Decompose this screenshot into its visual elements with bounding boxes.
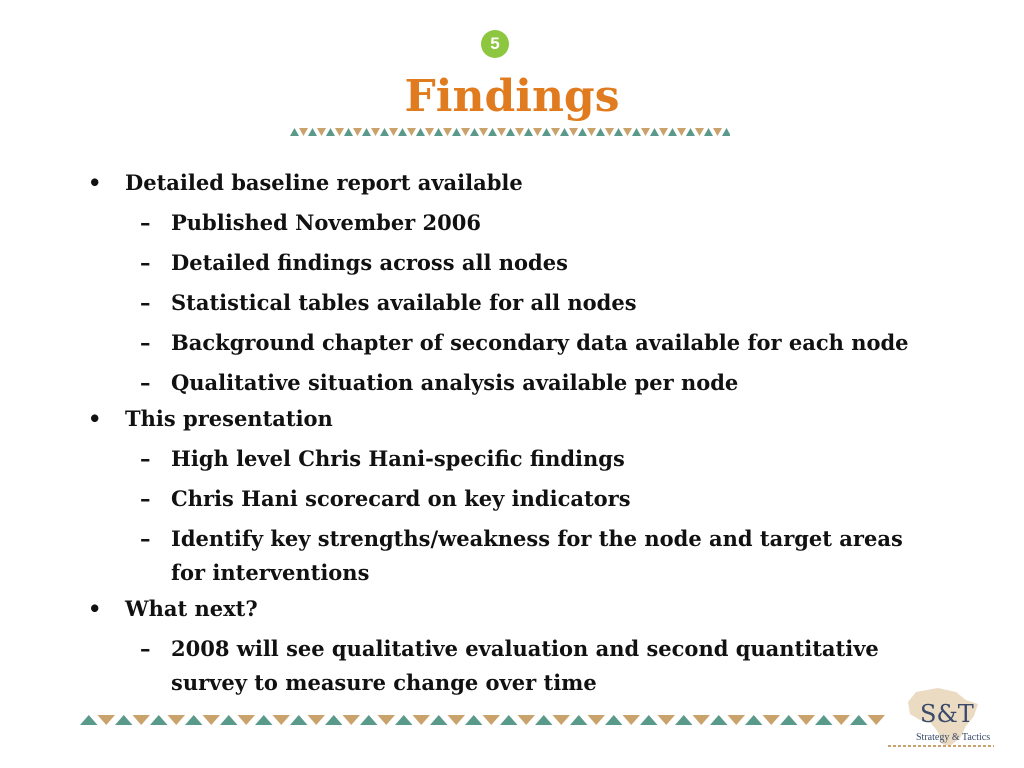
triangle-ornament <box>168 715 186 725</box>
triangle-ornament <box>407 128 416 136</box>
dash-marker: – <box>140 636 151 661</box>
triangle-ornament <box>596 128 605 136</box>
triangle-ornament <box>500 715 518 725</box>
triangle-ornament <box>605 128 614 136</box>
list-item <box>85 286 935 320</box>
triangle-ornament <box>448 715 466 725</box>
triangle-ornament <box>299 128 308 136</box>
triangle-ornament <box>560 128 569 136</box>
triangle-ornament <box>553 715 571 725</box>
triangle-ornament <box>570 715 588 725</box>
dash-marker: – <box>140 250 151 275</box>
dash-marker: – <box>140 210 151 235</box>
triangle-ornament <box>488 128 497 136</box>
list-item-text: Background chapter of secondary data available for each node <box>171 330 909 355</box>
triangle-ornament <box>273 715 291 725</box>
dash-marker: – <box>140 290 151 315</box>
list-item <box>85 522 935 590</box>
triangle-ornament <box>614 128 623 136</box>
triangle-ornament <box>632 128 641 136</box>
list-item <box>85 246 935 280</box>
triangle-ornament <box>80 715 98 725</box>
triangle-ornament <box>722 128 730 136</box>
triangle-ornament <box>150 715 168 725</box>
triangle-ornament <box>833 715 851 725</box>
logo-tagline: Strategy & Tactics <box>916 732 991 743</box>
triangle-ornament <box>763 715 781 725</box>
dash-marker: – <box>140 526 151 551</box>
list-item <box>85 206 935 240</box>
list-item <box>85 442 935 476</box>
triangle-ornament <box>483 715 501 725</box>
triangle-ornament <box>640 715 658 725</box>
triangle-ornament <box>815 715 833 725</box>
triangle-ornament <box>515 128 524 136</box>
triangle-ornament <box>695 128 704 136</box>
triangle-ornament <box>378 715 396 725</box>
triangle-ornament <box>506 128 515 136</box>
triangle-ornament <box>745 715 763 725</box>
list-item-text: What next? <box>125 596 258 621</box>
triangle-ornament <box>470 128 479 136</box>
list-item-text: Qualitative situation analysis available per node <box>171 370 739 395</box>
list-item <box>85 592 935 626</box>
triangle-ornament <box>497 128 506 136</box>
dash-marker: – <box>140 370 151 395</box>
list-item-text: Published November 2006 <box>171 210 481 235</box>
triangle-ornament <box>659 128 668 136</box>
triangle-ornament <box>710 715 728 725</box>
logo-mark: S&T <box>920 700 974 728</box>
list-item-text: This presentation <box>125 406 333 431</box>
triangle-ornament <box>380 128 389 136</box>
triangle-ornament <box>668 128 677 136</box>
triangle-ornament <box>850 715 868 725</box>
triangle-ornament <box>677 128 686 136</box>
list-item-text: Statistical tables available for all nodes <box>171 290 637 315</box>
triangle-ornament <box>798 715 816 725</box>
triangle-ornament <box>360 715 378 725</box>
triangle-ornament <box>255 715 273 725</box>
dash-marker: – <box>140 330 151 355</box>
triangle-ornament <box>238 715 256 725</box>
list-item <box>85 482 935 516</box>
triangle-ornament <box>641 128 650 136</box>
triangle-ornament <box>362 128 371 136</box>
triangle-ornament <box>623 715 641 725</box>
triangle-ornament <box>780 715 798 725</box>
triangle-ornament <box>693 715 711 725</box>
triangle-ornament <box>461 128 470 136</box>
triangle-ornament <box>335 128 344 136</box>
triangle-ornament <box>325 715 343 725</box>
triangle-ornament <box>133 715 151 725</box>
list-item-text: Identify key strengths/weakness for the node and target areas for interventions <box>171 526 903 585</box>
list-item-text: Chris Hani scorecard on key indicators <box>171 486 631 511</box>
triangle-ornament <box>675 715 693 725</box>
triangle-ornament <box>220 715 238 725</box>
triangle-ornament <box>524 128 533 136</box>
triangle-ornament <box>416 128 425 136</box>
triangle-ornament <box>398 128 407 136</box>
list-item-text: Detailed findings across all nodes <box>171 250 568 275</box>
triangle-ornament <box>713 128 722 136</box>
bullet-marker: • <box>88 170 102 195</box>
triangle-ornament <box>430 715 448 725</box>
triangle-ornament <box>353 128 362 136</box>
triangle-ornament <box>578 128 587 136</box>
triangle-ornament <box>605 715 623 725</box>
triangle-ornament <box>704 128 713 136</box>
list-item <box>85 166 935 200</box>
triangle-ornament <box>650 128 659 136</box>
triangle-ornament <box>686 128 695 136</box>
dash-marker: – <box>140 486 151 511</box>
triangle-ornament <box>317 128 326 136</box>
triangle-ornament <box>533 128 542 136</box>
triangle-ornament <box>868 715 886 725</box>
triangle-ornament <box>518 715 536 725</box>
triangle-border-top <box>290 128 730 138</box>
company-logo <box>886 686 996 750</box>
triangle-ornament <box>413 715 431 725</box>
dash-marker: – <box>140 446 151 471</box>
triangle-ornament <box>115 715 133 725</box>
triangle-ornament <box>588 715 606 725</box>
triangle-ornament <box>535 715 553 725</box>
list-item-text: High level Chris Hani-specific findings <box>171 446 625 471</box>
triangle-ornament <box>465 715 483 725</box>
list-item-text: 2008 will see qualitative evaluation and second quantitative survey to measure change over time <box>171 636 879 695</box>
triangle-ornament <box>443 128 452 136</box>
triangle-ornament <box>185 715 203 725</box>
triangle-ornament <box>98 715 116 725</box>
triangle-ornament <box>434 128 443 136</box>
triangle-ornament <box>425 128 434 136</box>
triangle-ornament <box>551 128 560 136</box>
slide-number-badge: 5 <box>481 30 509 58</box>
triangle-ornament <box>326 128 335 136</box>
bullet-marker: • <box>88 406 102 431</box>
list-item <box>85 632 935 700</box>
triangle-ornament <box>389 128 398 136</box>
triangle-ornament <box>452 128 461 136</box>
triangle-ornament <box>308 128 317 136</box>
list-item-text: Detailed baseline report available <box>125 170 523 195</box>
triangle-ornament <box>290 128 299 136</box>
triangle-ornament <box>343 715 361 725</box>
triangle-ornament <box>308 715 326 725</box>
triangle-ornament <box>371 128 380 136</box>
triangle-ornament <box>290 715 308 725</box>
bullet-list <box>85 164 935 700</box>
triangle-ornament <box>587 128 596 136</box>
list-item <box>85 402 935 436</box>
triangle-ornament <box>395 715 413 725</box>
triangle-ornament <box>203 715 221 725</box>
list-item <box>85 326 935 360</box>
triangle-ornament <box>542 128 551 136</box>
triangle-ornament <box>728 715 746 725</box>
triangle-ornament <box>344 128 353 136</box>
bullet-marker: • <box>88 596 102 621</box>
list-item <box>85 366 935 400</box>
triangle-ornament <box>623 128 632 136</box>
triangle-border-bottom <box>80 715 900 727</box>
triangle-ornament <box>569 128 578 136</box>
slide-title: Findings <box>404 71 620 122</box>
triangle-ornament <box>658 715 676 725</box>
triangle-ornament <box>479 128 488 136</box>
